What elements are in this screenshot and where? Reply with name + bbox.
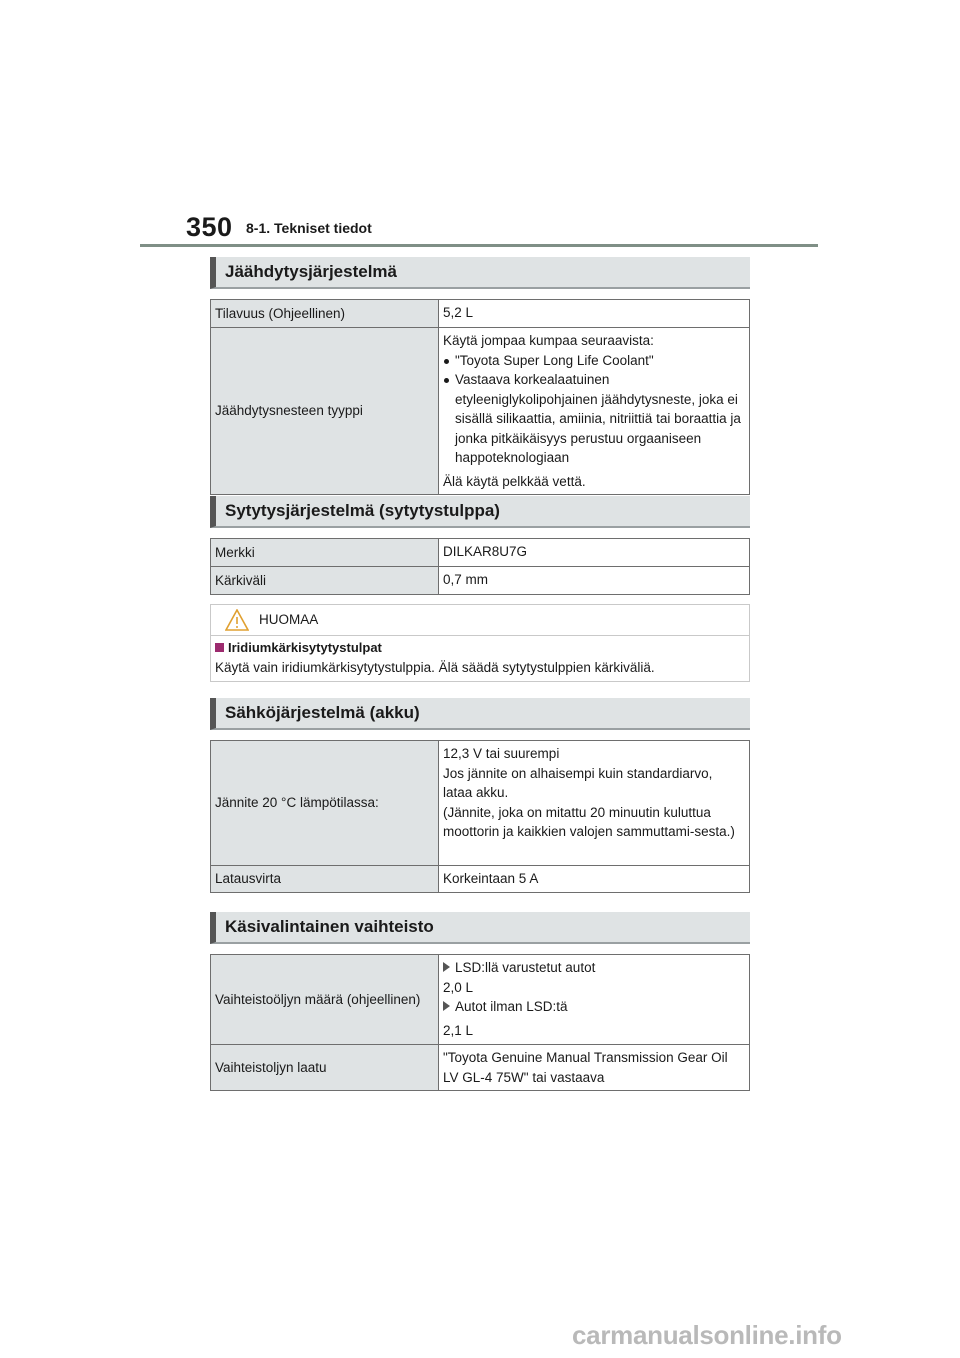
with-lsd-label: LSD:llä varustetut autot: [455, 960, 596, 975]
without-lsd: [443, 997, 745, 1017]
oil-quality-label: Vaihteistoljyn laatu: [211, 1045, 439, 1091]
triangle-bullet-icon: [443, 1001, 450, 1011]
warning-icon: [225, 609, 249, 631]
coolant-note: Älä käytä pelkkää vettä.: [443, 473, 586, 489]
brand-label: Merkki: [211, 539, 439, 567]
voltage-label: Jännite 20 °C lämpötilassa:: [211, 741, 439, 866]
notice-header: [211, 605, 749, 636]
with-lsd-value: 2,0 L: [443, 979, 474, 995]
oil-amount-value: [439, 955, 750, 1045]
voltage-line: Jos jännite on alhaisempi kuin standardiarvo, lataa akku.: [443, 765, 713, 800]
section-electrical-title: Sähköjärjestelmä (akku): [225, 703, 420, 722]
charge-value: Korkeintaan 5 A: [439, 866, 750, 893]
page-number: 350: [186, 212, 233, 242]
table-row: [211, 300, 750, 328]
transmission-table: [210, 954, 750, 1091]
section-ignition: [210, 496, 750, 528]
section-cooling: [210, 257, 750, 289]
gap-label: Kärkiväli: [211, 567, 439, 595]
notice-title-text: Iridiumkärkisytytystulpat: [228, 640, 382, 655]
section-transmission: [210, 912, 750, 944]
coolant-type-label: Jäähdytysnesteen tyyppi: [211, 328, 439, 495]
square-bullet-icon: [215, 643, 224, 652]
coolant-type-value: [439, 328, 750, 495]
coolant-intro: Käytä jompaa kumpaa seuraavista:: [443, 333, 654, 348]
capacity-value: 5,2 L: [439, 300, 750, 328]
charge-label: Latausvirta: [211, 866, 439, 893]
voltage-value: [439, 741, 750, 866]
table-row: [211, 539, 750, 567]
section-cooling-title: Jäähdytysjärjestelmä: [225, 262, 397, 281]
capacity-label: Tilavuus (Ohjeellinen): [211, 300, 439, 328]
voltage-line: (Jännite, joka on mitattu 20 minuutin kuluttua moottorin ja kaikkien valojen sammuttami-sesta.): [443, 804, 735, 839]
oil-amount-label: Vaihteistoöljyn määrä (ohjeellinen): [211, 955, 439, 1045]
triangle-bullet-icon: [443, 962, 450, 972]
watermark: carmanualsonline.info: [572, 1320, 842, 1350]
oil-quality-value: "Toyota Genuine Manual Transmission Gear Oil LV GL-4 75W" tai vastaava: [439, 1045, 750, 1091]
with-lsd: [443, 958, 745, 978]
table-row: [211, 567, 750, 595]
section-ignition-title: Sytytysjärjestelmä (sytytystulppa): [225, 501, 500, 520]
electrical-table: [210, 740, 750, 893]
section-electrical: [210, 698, 750, 730]
section-transmission-title: Käsivalintainen vaihteisto: [225, 917, 434, 936]
notice-title: [215, 640, 382, 655]
gap-value: 0,7 mm: [439, 567, 750, 595]
list-item: Vastaava korkealaatuinen etyleeniglykolipohjainen jäähdytysneste, joka ei sisällä silikaattia, amiinia, nitriittiä tai boraattia ja jonka pitkäikäisyys perustuu orgaaniseen happoteknologiaan: [443, 370, 745, 468]
notice-box: [210, 604, 750, 682]
voltage-line: 12,3 V tai suurempi: [443, 746, 560, 761]
header-rule: [140, 244, 818, 247]
table-row: [211, 741, 750, 866]
table-row: [211, 866, 750, 893]
table-row: [211, 328, 750, 495]
table-row: [211, 955, 750, 1045]
chapter-title: 8-1. Tekniset tiedot: [246, 220, 372, 236]
cooling-table: [210, 299, 750, 495]
coolant-options: [443, 351, 745, 468]
without-lsd-label: Autot ilman LSD:tä: [455, 999, 568, 1014]
ignition-table: [210, 538, 750, 595]
table-row: [211, 1045, 750, 1091]
without-lsd-value: 2,1 L: [443, 1022, 474, 1038]
brand-value: DILKAR8U7G: [439, 539, 750, 567]
notice-text: Käytä vain iridiumkärkisytytystulppia. Älä säädä sytytystulppien kärkiväliä.: [215, 660, 655, 675]
notice-label: HUOMAA: [259, 612, 319, 627]
list-item: "Toyota Super Long Life Coolant": [443, 351, 745, 371]
